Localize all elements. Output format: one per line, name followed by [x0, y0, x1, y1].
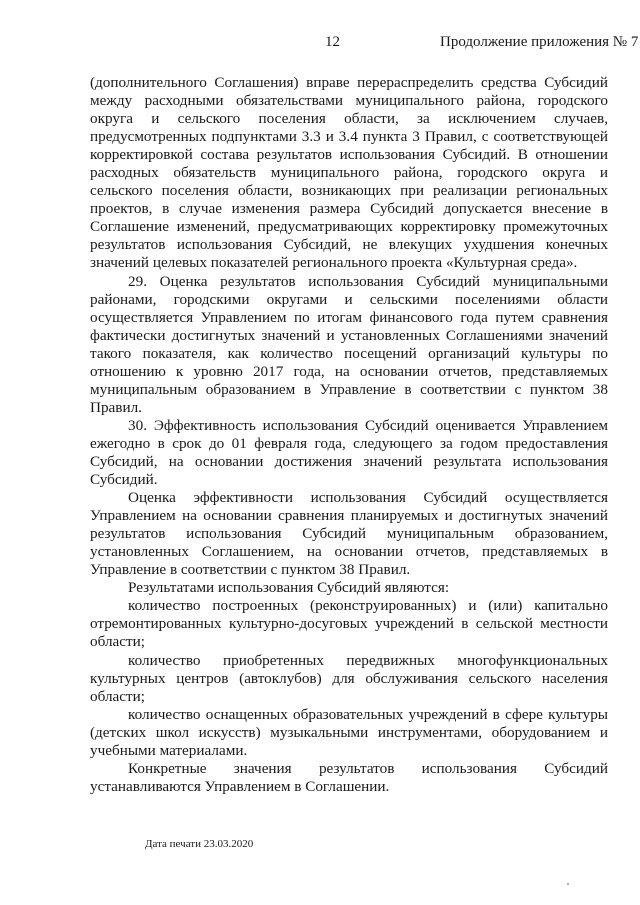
page-number: 12	[325, 34, 340, 50]
scan-speck	[567, 883, 569, 885]
paragraph-30: 30. Эффективность использования Субсидий оценивается Управлением ежегодно в срок до 01 февраля года, следующего за годом предоставления Субсидий, на основании достижения значений результата использования Субсидий.	[90, 416, 608, 489]
print-date: Дата печати 23.03.2020	[145, 838, 254, 850]
list-item: количество построенных (реконструированных) и (или) капитально отремонтированных культурно-досуговых учреждений в сельской местности области;	[90, 597, 608, 651]
paragraph-results-intro: Результатами использования Субсидий являются:	[128, 579, 450, 597]
paragraph-29: 29. Оценка результатов использования Субсидий муниципальными районами, городскими округами и сельскими поселениями области осуществляется Управлением по итогам финансового года путем сравнения фактически достигнутых значений и установленных Соглашениями значений такого показателя, как количество посещений организаций культуры по отношению к уровню 2017 года, на основании отчетов, представляемых муниципальным образованием в Управление в соответствии с пунктом 38 Правил.	[90, 272, 608, 416]
list-item: количество приобретенных передвижных многофункциональных культурных центров (автоклубов) для обслуживания сельского населения области;	[90, 651, 608, 705]
paragraph-evaluation: Оценка эффективности использования Субсидий осуществляется Управлением на основании сравнения планируемых и достигнутых значений результатов использования Субсидий муниципальным образованием, установленных Соглашением, на основании отчетов, представляемых в Управление в соответствии с пунктом 38 Правил.	[90, 489, 608, 579]
document-body	[90, 74, 608, 796]
continuation-label: Продолжение приложения № 7	[440, 34, 639, 50]
paragraph-final: Конкретные значения результатов использования Субсидий устанавливаются Управлением в Соглашении.	[90, 759, 608, 795]
paragraph-continuation: (дополнительного Соглашения) вправе перераспределить средства Субсидий между расходными обязательствами муниципального района, городского округа и сельского поселения области, за исключением случаев, предусмотренных подпунктами 3.3 и 3.4 пункта 3 Правил, с соответствующей корректировкой состава результатов использования Субсидий. В отношении расходных обязательств муниципального района, городского округа и сельского поселения области, возникающих при реализации региональных проектов, в случае изменения размера Субсидий допускается внесение в Соглашение изменений, предусматривающих корректировку промежуточных результатов использования Субсидий, не влекущих ухудшения конечных значений целевых показателей регионального проекта «Культурная среда».	[90, 74, 608, 272]
list-item: количество оснащенных образовательных учреждений в сфере культуры (детских школ искусств) музыкальными инструментами, оборудованием и учебными материалами.	[90, 705, 608, 759]
